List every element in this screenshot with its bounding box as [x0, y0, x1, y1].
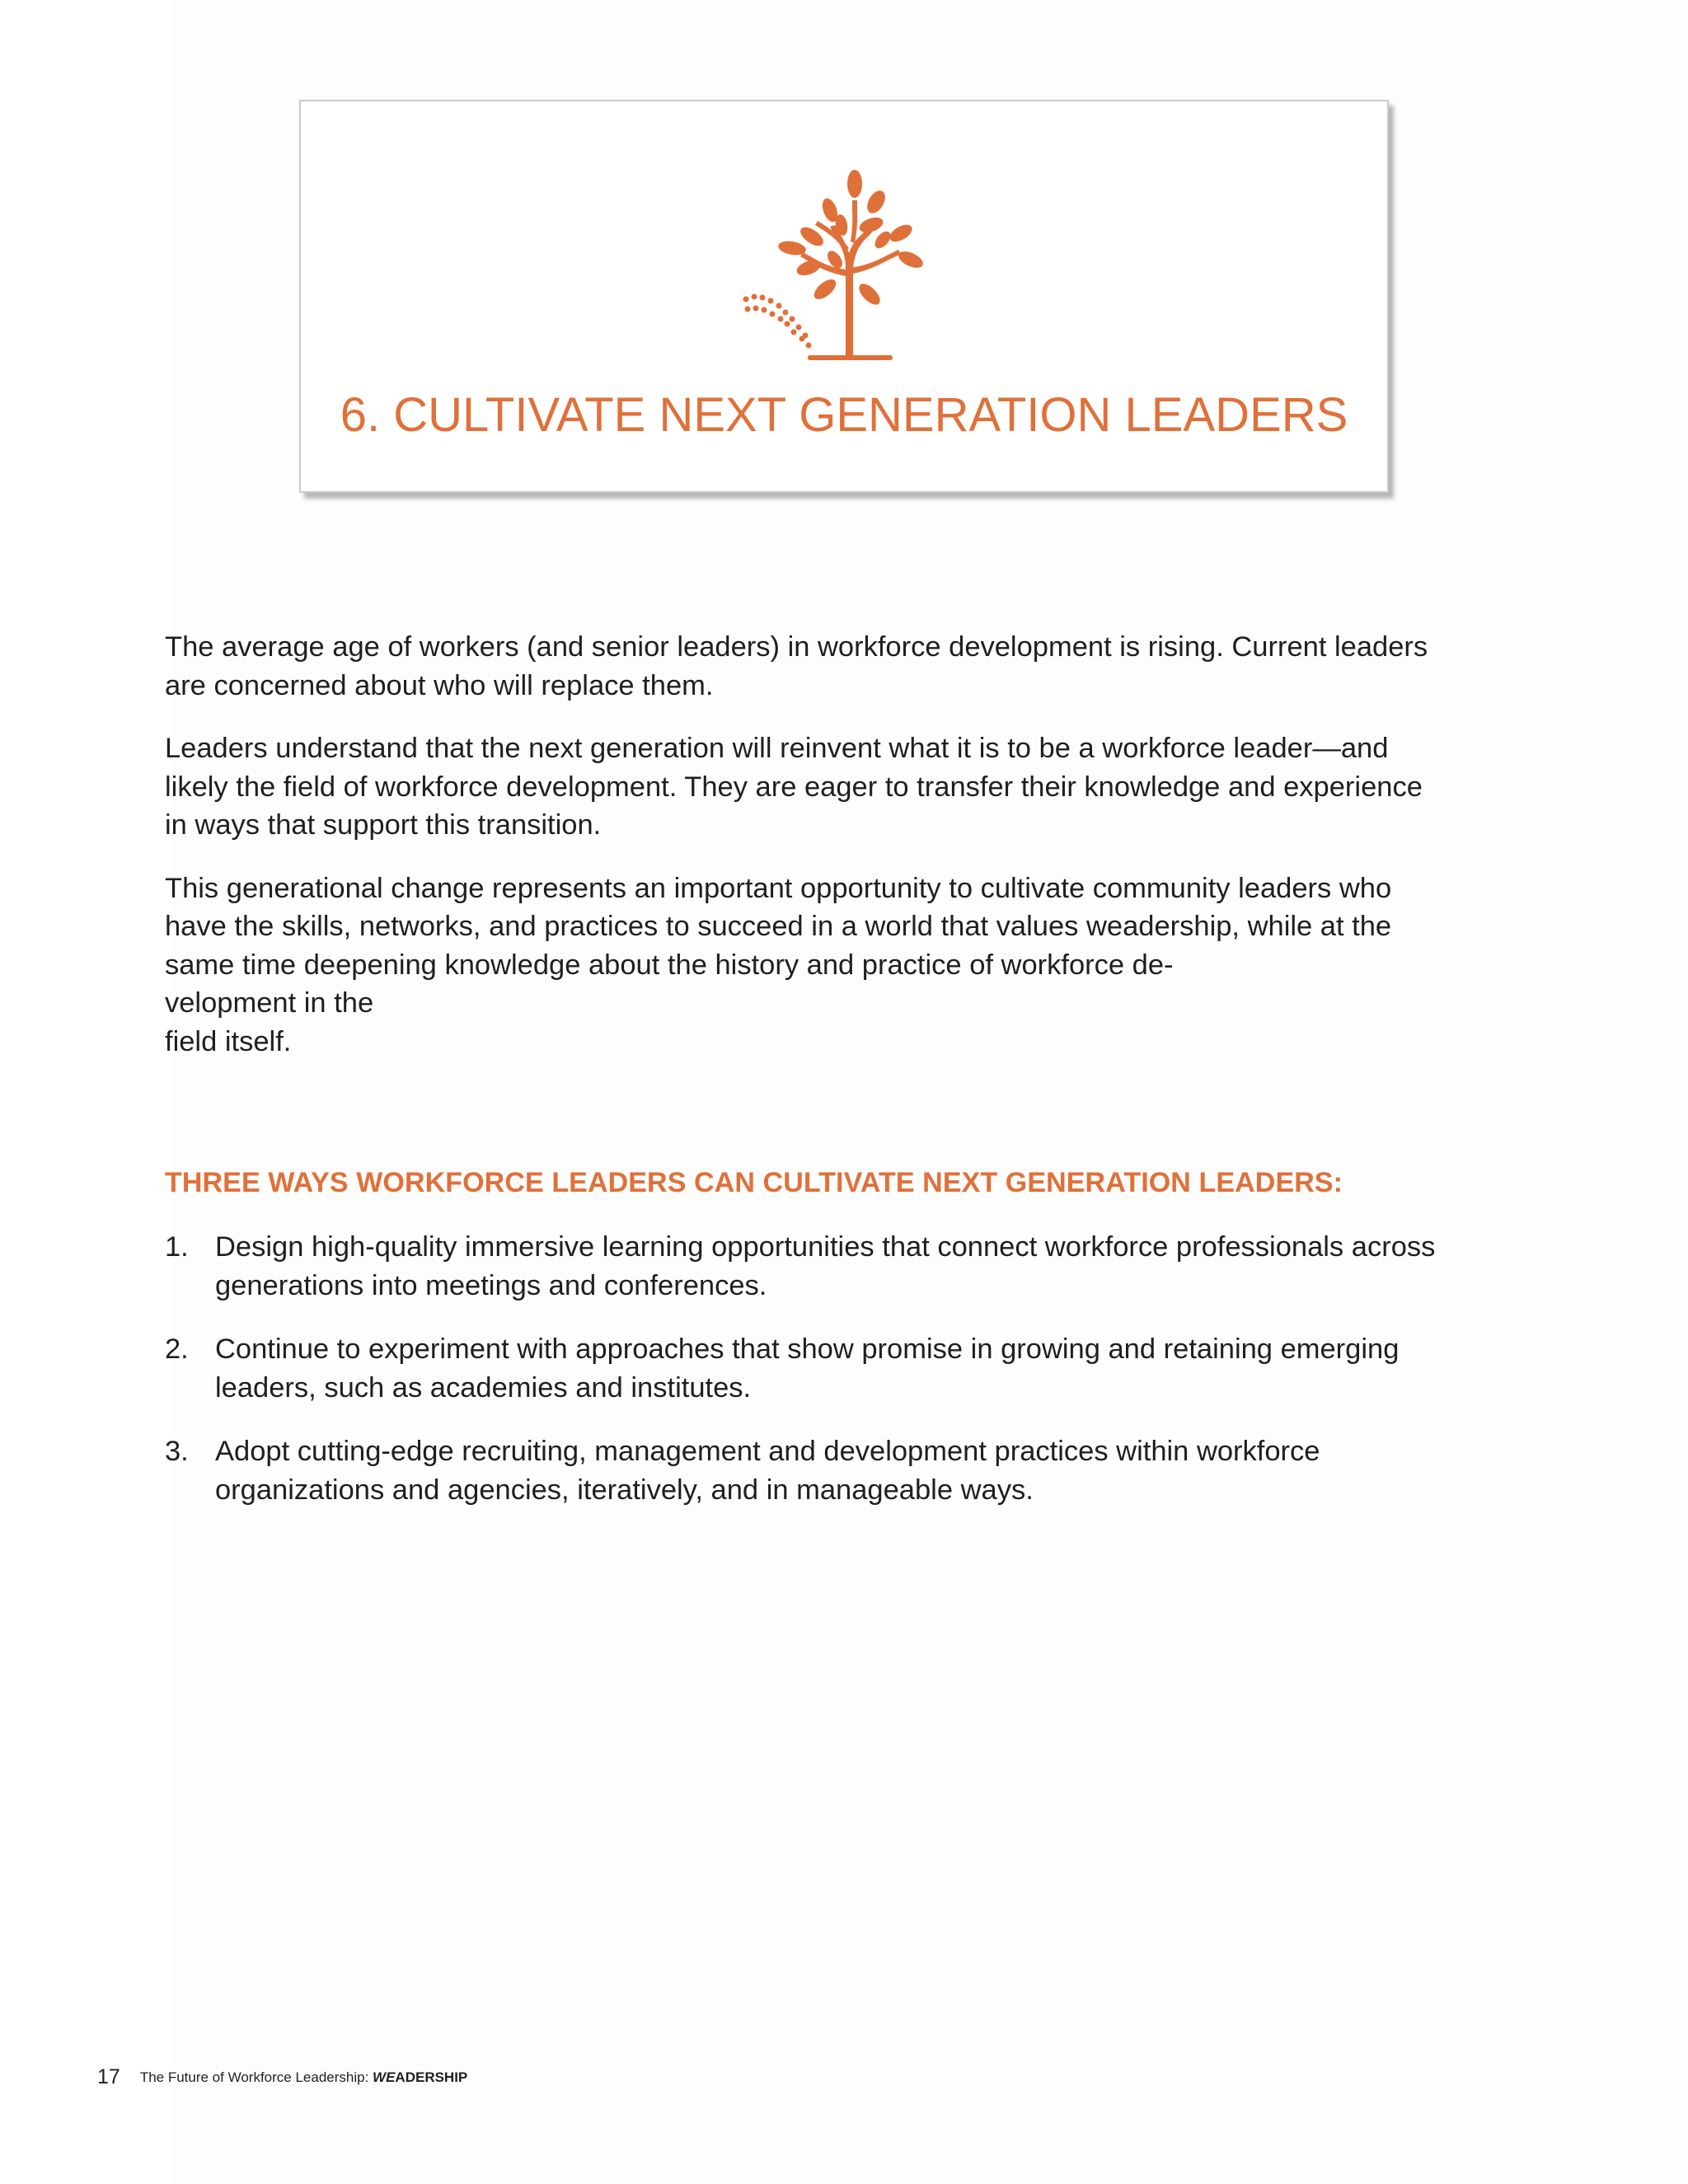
- page-footer: [97, 2065, 467, 2089]
- brand-name: [373, 2069, 467, 2085]
- section-title: 6. CULTIVATE NEXT GENERATION LEADERS: [340, 388, 1348, 442]
- paragraph: Leaders understand that the next generation will reinvent what it is to be a workforce leader—and likely the field of workforce development. They are eager to transfer their knowledge and experience in ways that support this transition.: [165, 733, 1423, 841]
- brand-rest: ADERSHIP: [395, 2069, 468, 2085]
- ways-heading: THREE WAYS WORKFORCE LEADERS CAN CULTIVATE NEXT GENERATION LEADERS:: [165, 1167, 1343, 1198]
- list-item-text: Continue to experiment with approaches that show promise in growing and retaining emerging leaders, such as academies and institutes.: [215, 1333, 1400, 1404]
- list-item-number: 1.: [165, 1231, 189, 1263]
- list-item-number: 2.: [165, 1333, 189, 1365]
- list-item-text: Adopt cutting-edge recruiting, management and development practices within workforce organizations and agencies, iteratively, and in manageable ways.: [215, 1436, 1320, 1506]
- list-item-text: Design high-quality immersive learning opportunities that connect workforce professionals across generations into meetings and conferences.: [215, 1231, 1436, 1301]
- brand-we: WE: [373, 2069, 396, 2085]
- list-item: [165, 1228, 1451, 1305]
- ways-list: [165, 1228, 1451, 1535]
- paragraph: The average age of workers (and senior leaders) in workforce development is rising. Current leaders are concerned about who will replace them.: [165, 631, 1428, 701]
- intro-text: [165, 628, 1451, 1085]
- list-item: [165, 1432, 1451, 1509]
- paragraph: This generational change represents an important opportunity to cultivate community leaders who have the skills, networks, and practices to succeed in a world that values weadership, while at the same time deepening knowledge about the history and practice of workforce de- velopment in the field itself.: [165, 872, 1392, 1057]
- list-item: [165, 1330, 1451, 1407]
- page-number: 17: [97, 2065, 120, 2088]
- tree-icon: [729, 144, 944, 367]
- section-title-box: [299, 100, 1389, 493]
- publication-title: The Future of Workforce Leadership:: [139, 2069, 373, 2085]
- list-item-number: 3.: [165, 1436, 189, 1467]
